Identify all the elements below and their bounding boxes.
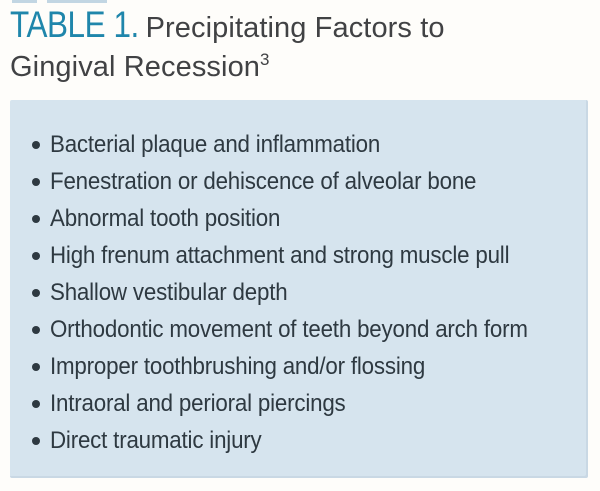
- cropped-accent-fragment: [12, 0, 37, 3]
- list-item: [32, 385, 570, 422]
- list-item-text: Abnormal tooth position: [50, 204, 281, 232]
- bullet-icon: [32, 252, 40, 260]
- table-title-reference-superscript: 3: [260, 50, 270, 69]
- list-item: [32, 348, 570, 385]
- bullet-icon: [32, 178, 40, 186]
- bullet-icon: [32, 141, 40, 149]
- list-item-text: Fenestration or dehiscence of alveolar bone: [50, 167, 477, 195]
- list-item-text: Shallow vestibular depth: [50, 278, 288, 306]
- list-item: [32, 311, 570, 348]
- list-item-text: Direct traumatic injury: [50, 426, 262, 454]
- cropped-accent-fragment: [47, 0, 107, 3]
- list-item-text: Improper toothbrushing and/or flossing: [50, 352, 426, 380]
- list-item: [32, 274, 570, 311]
- list-item: [32, 237, 570, 274]
- table-title-label: TABLE 1.: [10, 4, 139, 45]
- bullet-icon: [32, 326, 40, 334]
- list-item-text: Intraoral and perioral piercings: [50, 389, 346, 417]
- table-body: [10, 100, 588, 478]
- bullet-icon: [32, 215, 40, 223]
- table-title-text: Precipitating Factors to Gingival Recession: [10, 12, 445, 83]
- bullet-icon: [32, 400, 40, 408]
- list-item-text: High frenum attachment and strong muscle pull: [50, 241, 510, 269]
- list-item: [32, 422, 570, 459]
- list-item-text: Bacterial plaque and inflammation: [50, 130, 381, 158]
- list-item: [32, 163, 570, 200]
- factor-list: [32, 126, 570, 459]
- bullet-icon: [32, 363, 40, 371]
- bullet-icon: [32, 289, 40, 297]
- list-item: [32, 126, 570, 163]
- bullet-icon: [32, 437, 40, 445]
- table-title: [10, 5, 520, 87]
- list-item-text: Orthodontic movement of teeth beyond arch form: [50, 315, 528, 343]
- list-item: [32, 200, 570, 237]
